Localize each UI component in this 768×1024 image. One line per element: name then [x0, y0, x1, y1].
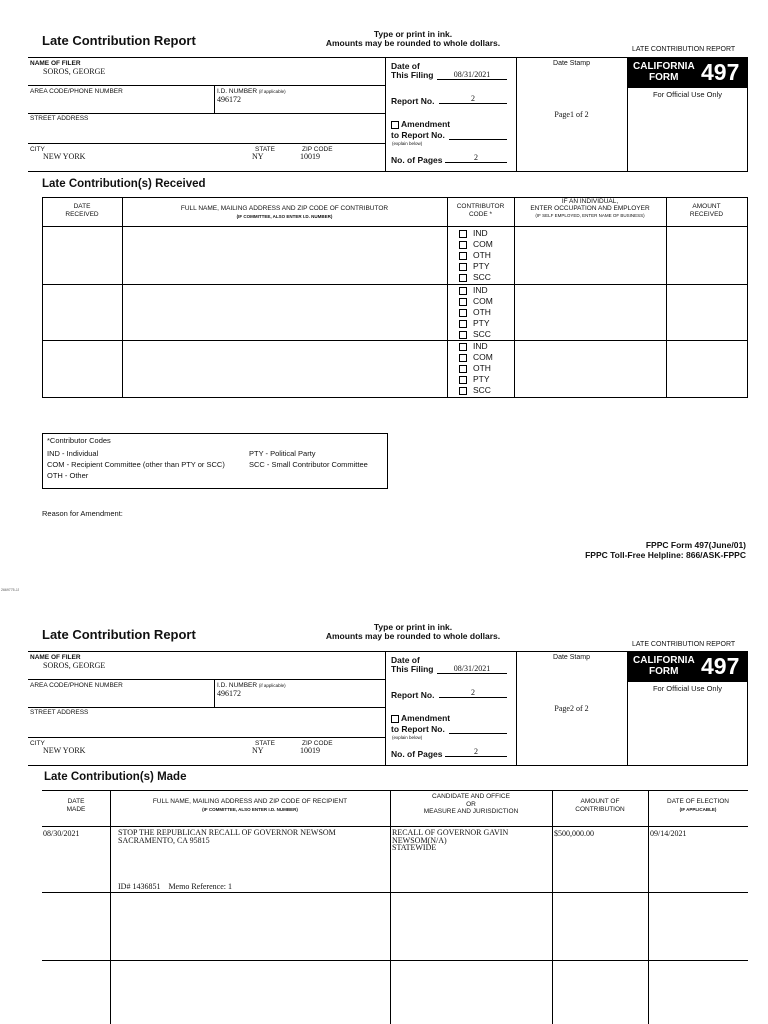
name-label-2: NAME OF FILER	[30, 654, 81, 661]
row-candidate[interactable]: RECALL OF GOVERNOR GAVIN NEWSOM(N/A) STATEWIDE	[392, 828, 509, 852]
date-label: Date of This Filing	[391, 61, 434, 80]
zip-label-2: ZIP CODE	[302, 740, 333, 747]
explain-note: (explain below)	[392, 141, 423, 146]
report-no-value[interactable]: 2	[439, 94, 507, 104]
phone-label-2: AREA CODE/PHONE NUMBER	[30, 682, 123, 689]
code-checkboxes-row-3[interactable]: IND COM OTH PTY SCC	[459, 341, 493, 396]
contributor-codes-legend: *Contributor Codes IND - Individual COM - Recipient Committee (other than PTY or SCC) OTH - Other PTY - Political Party SCC - Small Contributor Committee	[42, 433, 388, 489]
reason-for-amendment: Reason for Amendment:	[42, 509, 123, 518]
code-checkboxes-row-2[interactable]: IND COM OTH PTY SCC	[459, 285, 493, 340]
report-no-value-2[interactable]: 2	[439, 688, 507, 698]
street-label-2: STREET ADDRESS	[30, 709, 89, 716]
id-label-2: I.D. NUMBER (if applicable)	[217, 682, 286, 689]
row-amount[interactable]: $500,000.00	[554, 829, 594, 838]
pages-label-2: No. of Pages	[391, 749, 443, 759]
phone-label: AREA CODE/PHONE NUMBER	[30, 88, 123, 95]
filer-name[interactable]: SOROS, GEORGE	[43, 67, 106, 76]
id-number[interactable]: 496172	[217, 95, 241, 104]
row-date-made[interactable]: 08/30/2021	[43, 829, 80, 838]
date-label-2: Date of This Filing	[391, 655, 434, 674]
street-label: STREET ADDRESS	[30, 115, 89, 122]
city-value-2[interactable]: NEW YORK	[43, 746, 86, 755]
form-badge-2: CALIFORNIA FORM 497	[628, 652, 747, 682]
official-use-2: For Official Use Only	[652, 684, 723, 693]
received-section-title: Late Contribution(s) Received	[42, 178, 206, 190]
date-value[interactable]: 08/31/2021	[437, 70, 507, 80]
form-caption-2: LATE CONTRIBUTION REPORT	[632, 641, 736, 648]
instructions: Type or print in ink. Amounts may be rounded to whole dollars.	[325, 29, 501, 48]
margin-note: 2669775.JJ	[1, 588, 20, 592]
state-label-2: STATE	[255, 740, 275, 747]
col-contributor-code: CONTRIBUTOR CODE *	[456, 203, 505, 218]
report-no-label-2: Report No.	[391, 690, 435, 700]
form-caption: LATE CONTRIBUTION REPORT	[632, 46, 736, 53]
amendment-checkbox[interactable]: Amendment	[391, 119, 450, 129]
city-value[interactable]: NEW YORK	[43, 152, 86, 161]
fppc-footer: FPPC Form 497(June/01) FPPC Toll-Free Helpline: 866/ASK-FPPC	[585, 540, 746, 560]
page-of-2: Page2 of 2	[554, 704, 589, 713]
city-label-2: CITY	[30, 740, 45, 747]
state-value[interactable]: NY	[252, 152, 264, 161]
col-amount-contribution: AMOUNT OF CONTRIBUTION	[575, 798, 625, 813]
zip-value[interactable]: 10019	[300, 152, 320, 161]
instructions-2: Type or print in ink. Amounts may be rounded to whole dollars.	[325, 622, 501, 641]
code-checkboxes-row-1[interactable]: IND COM OTH PTY SCC	[459, 228, 493, 283]
date-value-2[interactable]: 08/31/2021	[437, 664, 507, 674]
report-no-label: Report No.	[391, 96, 435, 106]
col-date-election: DATE OF ELECTION (IF APPLICABLE)	[667, 798, 729, 812]
id-label: I.D. NUMBER (if applicable)	[217, 88, 286, 95]
date-stamp-label: Date Stamp	[553, 60, 590, 67]
official-use: For Official Use Only	[652, 90, 723, 99]
col-date-made: DATE MADE	[66, 798, 86, 813]
col-occupation: IF AN INDIVIDUAL, ENTER OCCUPATION AND EMPLOYER (IF SELF EMPLOYED, ENTER NAME OF BUSINESS)	[530, 198, 650, 218]
id-number-2[interactable]: 496172	[217, 689, 241, 698]
state-label: STATE	[255, 146, 275, 153]
state-value-2[interactable]: NY	[252, 746, 264, 755]
amendment-checkbox-2[interactable]: Amendment	[391, 713, 450, 723]
pages-label: No. of Pages	[391, 155, 443, 165]
report-title: Late Contribution Report	[42, 33, 196, 48]
page-of: Page1 of 2	[554, 110, 589, 119]
date-stamp-label-2: Date Stamp	[553, 654, 590, 661]
pages-value[interactable]: 2	[445, 153, 507, 163]
amendment-to-label-2: to Report No.	[391, 724, 445, 734]
report-title-2: Late Contribution Report	[42, 627, 196, 642]
col-contributor-name: FULL NAME, MAILING ADDRESS AND ZIP CODE OF CONTRIBUTOR (IF COMMITTEE, ALSO ENTER I.D. NUMBER)	[180, 205, 389, 219]
name-label: NAME OF FILER	[30, 60, 81, 67]
col-candidate: CANDIDATE AND OFFICE OR MEASURE AND JURISDICTION	[423, 793, 519, 815]
pages-value-2[interactable]: 2	[445, 747, 507, 757]
form-badge: CALIFORNIA FORM 497	[628, 58, 747, 88]
city-label: CITY	[30, 146, 45, 153]
zip-label: ZIP CODE	[302, 146, 333, 153]
col-date-received: DATE RECEIVED	[65, 203, 99, 218]
amendment-to-label: to Report No.	[391, 130, 445, 140]
col-amount-received: AMOUNT RECEIVED	[689, 203, 724, 218]
explain-note-2: (explain below)	[392, 735, 423, 740]
col-recipient-name: FULL NAME, MAILING ADDRESS AND ZIP CODE OF RECIPIENT (IF COMMITTEE, ALSO ENTER I.D. NUMBER)	[152, 798, 348, 812]
filer-name-2[interactable]: SOROS, GEORGE	[43, 661, 106, 670]
zip-value-2[interactable]: 10019	[300, 746, 320, 755]
row-recipient[interactable]: STOP THE REPUBLICAN RECALL OF GOVERNOR NEWSOM SACRAMENTO, CA 95815	[118, 828, 336, 845]
row-election-date[interactable]: 09/14/2021	[650, 829, 687, 838]
row-id-memo[interactable]: ID# 1436851 Memo Reference: 1	[118, 882, 232, 891]
made-section-title: Late Contribution(s) Made	[44, 771, 187, 783]
